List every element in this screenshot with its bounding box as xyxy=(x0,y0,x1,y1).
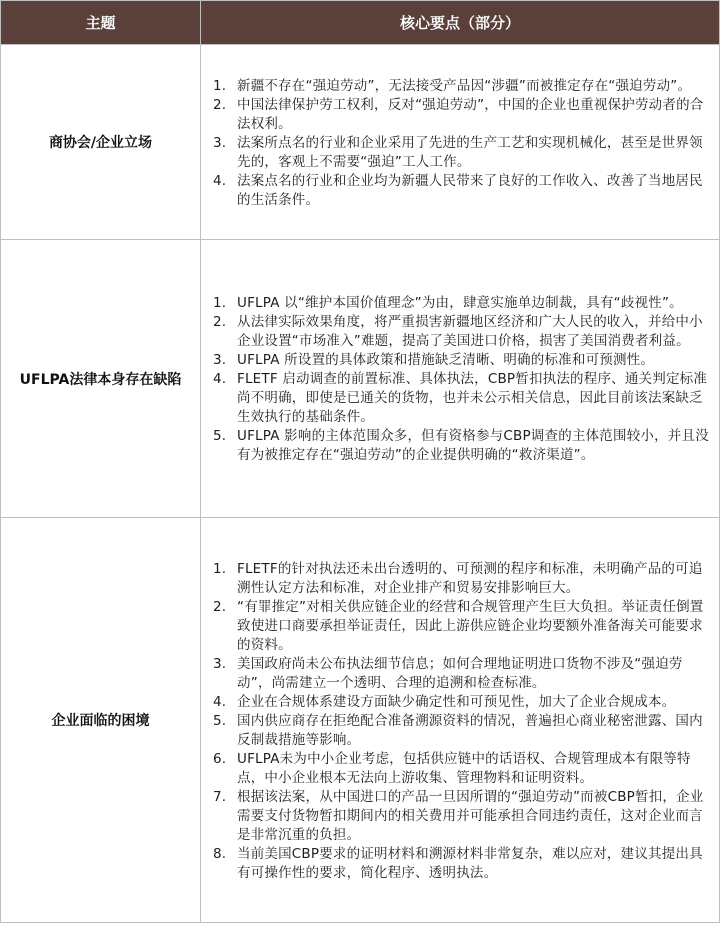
point-text: 法案点名的行业和企业均为新疆人民带来了良好的工作收入、改善了当地居民的生活条件。 xyxy=(237,172,703,208)
list-item: 4. 企业在合规体系建设方面缺少确定性和可预见性，加大了企业合规成本。 xyxy=(211,693,711,712)
points-list xyxy=(211,77,711,210)
points-list xyxy=(211,294,711,465)
list-item: 2. 中国法律保护劳工权利，反对“强迫劳动”，中国的企业也重视保护劳动者的合法权利。 xyxy=(211,96,711,134)
point-text: FLETF的针对执法还未出台透明的、可预测的程序和标准，未明确产品的可追溯性认定方法和标准，对企业排产和贸易安排影响巨大。 xyxy=(237,560,703,596)
point-text: UFLPA 以“维护本国价值理念”为由，肆意实施单边制裁，具有“歧视性”。 xyxy=(237,295,683,311)
list-item: 4. 法案点名的行业和企业均为新疆人民带来了良好的工作收入、改善了当地居民的生活条件。 xyxy=(211,172,711,210)
list-item: 7. 根据该法案，从中国进口的产品一旦因所谓的“强迫劳动”而被CBP暂扣，企业需要支付货物暂扣期间内的相关费用并可能承担合同违约责任，这对企业而言是非常沉重的负担。 xyxy=(211,788,711,845)
table-header-row xyxy=(1,1,720,45)
row-topic: 商协会/企业立场 xyxy=(1,45,201,240)
list-item: 2. 从法律实际效果角度，将严重损害新疆地区经济和广大人民的收入，并给中小企业设置“市场准入”难题，提高了美国进口价格，损害了美国消费者利益。 xyxy=(211,313,711,351)
list-item: 3. UFLPA 所设置的具体政策和措施缺乏清晰、明确的标准和可预测性。 xyxy=(211,351,711,370)
point-text: 美国政府尚未公布执法细节信息；如何合理地证明进口货物不涉及“强迫劳动”，尚需建立一个透明、合理的追溯和检查标准。 xyxy=(237,655,683,691)
list-item: 8. 当前美国CBP要求的证明材料和溯源材料非常复杂，难以应对，建议其提出具有可操作性的要求，简化程序、透明执法。 xyxy=(211,845,711,883)
point-text: UFLPA 影响的主体范围众多，但有资格参与CBP调查的主体范围较小，并且没有为被推定存在“强迫劳动”的企业提供明确的“救济渠道”。 xyxy=(237,428,709,463)
point-text: 当前美国CBP要求的证明材料和溯源材料非常复杂，难以应对，建议其提出具有可操作性的要求，简化程序、透明执法。 xyxy=(237,845,703,881)
row-topic: 企业面临的困境 xyxy=(1,518,201,923)
point-text: “有罪推定”对相关供应链企业的经营和合规管理产生巨大负担。举证责任倒置致使进口商要承担举证责任，因此上游供应链企业均要额外准备海关可能要求的资料。 xyxy=(237,598,704,653)
point-text: UFLPA未为中小企业考虑，包括供应链中的话语权、合规管理成本有限等特点，中小企业根本无法向上游收集、管理物料和证明资料。 xyxy=(237,750,691,786)
point-text: 中国法律保护劳工权利，反对“强迫劳动”，中国的企业也重视保护劳动者的合法权利。 xyxy=(237,96,704,132)
point-text: 法案所点名的行业和企业采用了先进的生产工艺和实现机械化，甚至是世界领先的，客观上不需要“强迫”工人工作。 xyxy=(237,134,703,170)
header-key-points: 核心要点（部分） xyxy=(201,1,720,45)
points-list xyxy=(211,560,711,883)
row-points xyxy=(201,518,720,923)
list-item: 6. UFLPA未为中小企业考虑，包括供应链中的话语权、合规管理成本有限等特点，中小企业根本无法向上游收集、管理物料和证明资料。 xyxy=(211,750,711,788)
point-text: 国内供应商存在拒绝配合准备溯源资料的情况，普遍担心商业秘密泄露、国内反制裁措施等影响。 xyxy=(237,712,703,748)
table-row xyxy=(1,518,720,923)
list-item: 5. UFLPA 影响的主体范围众多，但有资格参与CBP调查的主体范围较小，并且没有为被推定存在“强迫劳动”的企业提供明确的“救济渠道”。 xyxy=(211,427,711,465)
row-points xyxy=(201,45,720,240)
table-row xyxy=(1,240,720,518)
point-text: FLETF 启动调查的前置标准、具体执法，CBP暂扣执法的程序、通关判定标准尚不明确，即使是已通关的货物，也并未公示相关信息，因此目前该法案缺乏生效执行的基础条件。 xyxy=(237,371,708,425)
point-text: 从法律实际效果角度，将严重损害新疆地区经济和广大人民的收入，并给中小企业设置“市场准入”难题，提高了美国进口价格，损害了美国消费者利益。 xyxy=(237,314,703,349)
list-item: 1. UFLPA 以“维护本国价值理念”为由，肆意实施单边制裁，具有“歧视性”。 xyxy=(211,294,711,313)
header-topic: 主题 xyxy=(1,1,201,45)
list-item: 2. “有罪推定”对相关供应链企业的经营和合规管理产生巨大负担。举证责任倒置致使进口商要承担举证责任，因此上游供应链企业均要额外准备海关可能要求的资料。 xyxy=(211,598,711,655)
point-text: 企业在合规体系建设方面缺少确定性和可预见性，加大了企业合规成本。 xyxy=(237,693,676,710)
row-topic: UFLPA法律本身存在缺陷 xyxy=(1,240,201,518)
point-text: 新疆不存在“强迫劳动”，无法接受产品因“涉疆”而被推定存在“强迫劳动”。 xyxy=(237,77,692,94)
row-points xyxy=(201,240,720,518)
point-text: UFLPA 所设置的具体政策和措施缺乏清晰、明确的标准和可预测性。 xyxy=(237,352,655,368)
list-item: 3. 法案所点名的行业和企业采用了先进的生产工艺和实现机械化，甚至是世界领先的，客观上不需要“强迫”工人工作。 xyxy=(211,134,711,172)
list-item: 4. FLETF 启动调查的前置标准、具体执法，CBP暂扣执法的程序、通关判定标准尚不明确，即使是已通关的货物，也并未公示相关信息，因此目前该法案缺乏生效执行的基础条件。 xyxy=(211,370,711,427)
table-row xyxy=(1,45,720,240)
list-item: 1. 新疆不存在“强迫劳动”，无法接受产品因“涉疆”而被推定存在“强迫劳动”。 xyxy=(211,77,711,96)
point-text: 根据该法案，从中国进口的产品一旦因所谓的“强迫劳动”而被CBP暂扣，企业需要支付货物暂扣期间内的相关费用并可能承担合同违约责任，这对企业而言是非常沉重的负担。 xyxy=(237,788,704,843)
list-item: 1. FLETF的针对执法还未出台透明的、可预测的程序和标准，未明确产品的可追溯性认定方法和标准，对企业排产和贸易安排影响巨大。 xyxy=(211,560,711,598)
list-item: 5. 国内供应商存在拒绝配合准备溯源资料的情况，普遍担心商业秘密泄露、国内反制裁措施等影响。 xyxy=(211,712,711,750)
list-item: 3. 美国政府尚未公布执法细节信息；如何合理地证明进口货物不涉及“强迫劳动”，尚需建立一个透明、合理的追溯和检查标准。 xyxy=(211,655,711,693)
